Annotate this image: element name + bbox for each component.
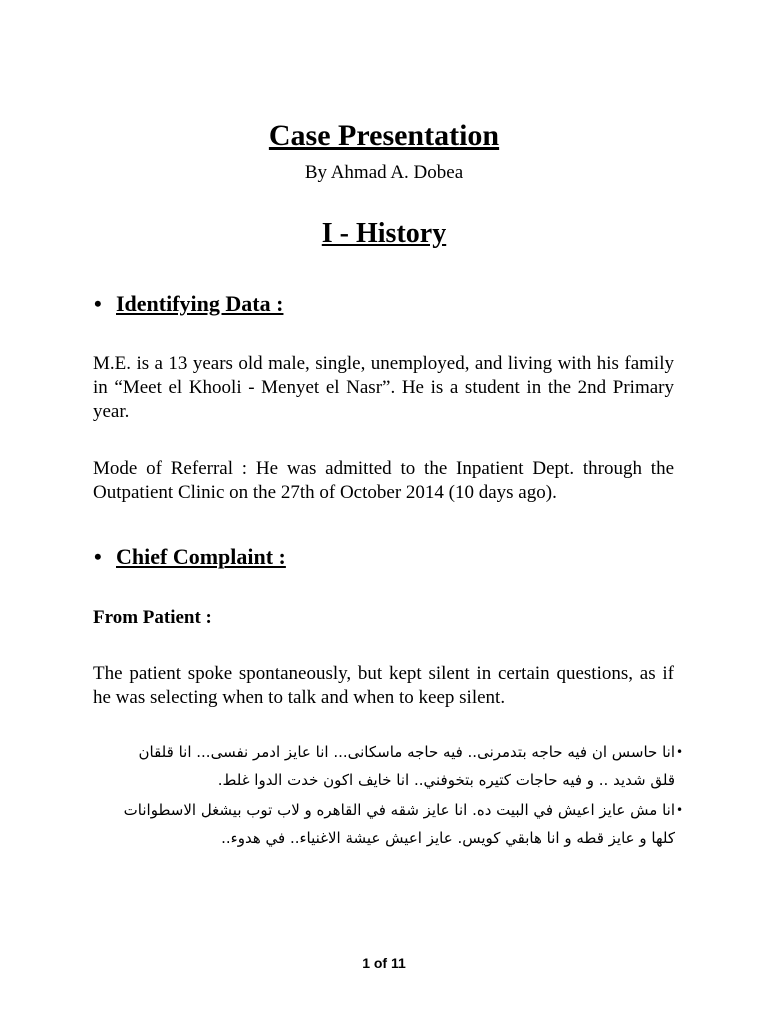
document-author: By Ahmad A. Dobea: [304, 162, 464, 183]
chief-complaint-heading-text: Chief Complaint :: [116, 544, 286, 569]
bullet-icon: •: [676, 803, 684, 817]
identifying-data-heading: [94, 290, 283, 318]
bullet-icon: •: [94, 544, 102, 569]
referral-paragraph: Mode of Referral : He was admitted to the Inpatient Dept. through the Outpatient Clinic on the 27th of October 2014 (10 days ago).: [93, 458, 674, 503]
bullet-icon: •: [94, 291, 102, 316]
identifying-data-heading-text: Identifying Data :: [116, 291, 284, 316]
identifying-data-paragraph: M.E. is a 13 years old male, single, unemployed, and living with his family in “Meet el Khooli - Menyet el Nasr”. He is a student in the 2nd Primary year.: [93, 353, 674, 422]
patient-quote-2: انا مش عايز اعيش في البيت ده. انا عايز شقه في القاهره و لاب توب بيشغل الاسطوانات كلها و عايز قطه و انا هابقي كويس. عايز اعيش عيشة الاغنياء.. في هدوء..: [123, 801, 675, 847]
document-title: Case Presentation: [268, 119, 500, 152]
patient-speech-paragraph: The patient spoke spontaneously, but kept silent in certain questions, as if he was selecting when to talk and when to keep silent.: [93, 663, 674, 708]
from-patient-subheading: From Patient :: [93, 607, 212, 628]
section-title: I - History: [321, 218, 447, 249]
page-number: 1 of 11: [362, 955, 406, 971]
bullet-icon: •: [676, 745, 684, 759]
patient-quote-1: انا حاسس ان فيه حاجه بتدمرنى.. فيه حاجه ماسكانى... انا عايز ادمر نفسى... انا قلقان قلق شديد .. و فيه حاجات كتيره بتخوفني.. انا خايف اكون خدت الدوا غلط.: [138, 743, 675, 789]
chief-complaint-heading: [94, 543, 286, 571]
